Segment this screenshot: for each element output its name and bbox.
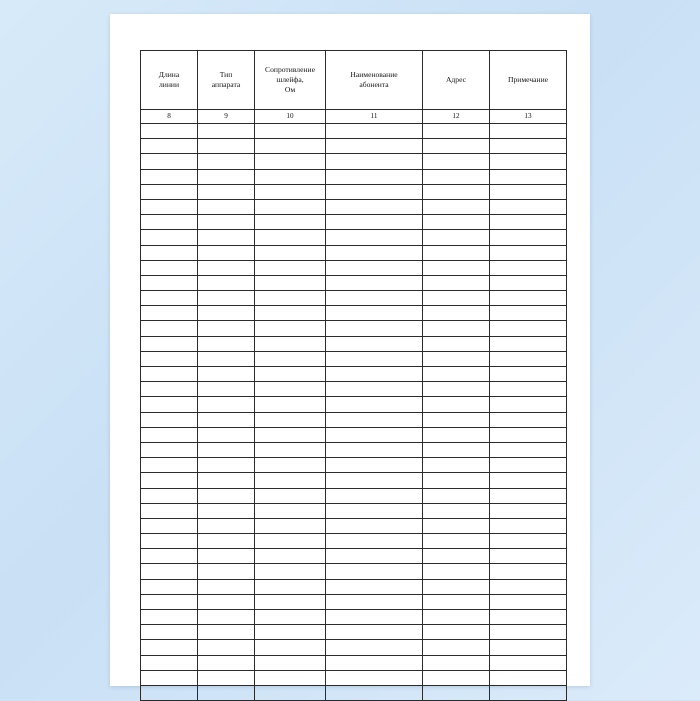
table-cell[interactable]: [490, 685, 567, 700]
table-cell[interactable]: [326, 291, 423, 306]
table-cell[interactable]: [141, 655, 198, 670]
table-cell[interactable]: [326, 442, 423, 457]
table-cell[interactable]: [326, 336, 423, 351]
table-cell[interactable]: [198, 336, 255, 351]
table-cell[interactable]: [198, 291, 255, 306]
table-header-subscriber-name: Наименование абонента: [326, 51, 423, 110]
table-header: [141, 51, 567, 124]
table-cell[interactable]: [198, 610, 255, 625]
table-cell[interactable]: [326, 124, 423, 139]
table-row: [141, 458, 567, 473]
table-cell[interactable]: [255, 124, 326, 139]
table-row: [141, 291, 567, 306]
table-cell[interactable]: [198, 184, 255, 199]
table-cell[interactable]: [423, 245, 490, 260]
table-row: [141, 260, 567, 275]
table-cell[interactable]: [198, 594, 255, 609]
table-cell[interactable]: [141, 139, 198, 154]
table-cell[interactable]: [423, 199, 490, 214]
table-cell[interactable]: [326, 351, 423, 366]
table-cell[interactable]: [490, 549, 567, 564]
table-cell[interactable]: [423, 275, 490, 290]
table-cell[interactable]: [423, 124, 490, 139]
table-cell[interactable]: [423, 518, 490, 533]
table-cell[interactable]: [198, 625, 255, 640]
table-cell[interactable]: [326, 625, 423, 640]
table-cell[interactable]: [141, 124, 198, 139]
table-header-notes: Примечание: [490, 51, 567, 110]
table-cell[interactable]: [198, 382, 255, 397]
table-cell[interactable]: [423, 184, 490, 199]
table-cell[interactable]: [141, 412, 198, 427]
column-number-cell: 13: [490, 110, 567, 124]
table-cell[interactable]: [326, 685, 423, 700]
table-cell[interactable]: [141, 488, 198, 503]
table-row: [141, 503, 567, 518]
table-cell[interactable]: [198, 640, 255, 655]
table-cell[interactable]: [255, 518, 326, 533]
records-table: [140, 50, 567, 701]
table-cell[interactable]: [490, 124, 567, 139]
table-cell[interactable]: [255, 169, 326, 184]
table-cell[interactable]: [490, 397, 567, 412]
table-cell[interactable]: [255, 154, 326, 169]
table-cell[interactable]: [198, 275, 255, 290]
table-cell[interactable]: [490, 382, 567, 397]
table-cell[interactable]: [141, 184, 198, 199]
table-cell[interactable]: [141, 321, 198, 336]
table-cell[interactable]: [141, 670, 198, 685]
table-cell[interactable]: [255, 230, 326, 245]
table-row: [141, 169, 567, 184]
table-cell[interactable]: [490, 534, 567, 549]
table-cell[interactable]: [255, 397, 326, 412]
table-cell[interactable]: [423, 397, 490, 412]
table-cell[interactable]: [255, 215, 326, 230]
table-row: [141, 412, 567, 427]
table-cell[interactable]: [423, 215, 490, 230]
table-cell[interactable]: [141, 640, 198, 655]
table-cell[interactable]: [198, 518, 255, 533]
table-cell[interactable]: [490, 245, 567, 260]
table-row: [141, 625, 567, 640]
table-row: [141, 670, 567, 685]
table-cell[interactable]: [255, 321, 326, 336]
table-cell[interactable]: [490, 154, 567, 169]
table-cell[interactable]: [326, 169, 423, 184]
table-cell[interactable]: [490, 336, 567, 351]
table-cell[interactable]: [198, 685, 255, 700]
table-cell[interactable]: [255, 442, 326, 457]
table-row: [141, 124, 567, 139]
table-cell[interactable]: [423, 473, 490, 488]
table-cell[interactable]: [255, 625, 326, 640]
table-row: [141, 351, 567, 366]
table-cell[interactable]: [141, 594, 198, 609]
table-cell[interactable]: [141, 564, 198, 579]
table-cell[interactable]: [490, 169, 567, 184]
table-cell[interactable]: [490, 518, 567, 533]
table-cell[interactable]: [490, 458, 567, 473]
table-cell[interactable]: [198, 154, 255, 169]
table-cell[interactable]: [326, 473, 423, 488]
table-cell[interactable]: [490, 655, 567, 670]
table-cell[interactable]: [423, 306, 490, 321]
column-number-cell: 11: [326, 110, 423, 124]
table-cell[interactable]: [490, 184, 567, 199]
table-cell[interactable]: [198, 503, 255, 518]
table-cell[interactable]: [490, 488, 567, 503]
table-cell[interactable]: [423, 427, 490, 442]
table-cell[interactable]: [198, 473, 255, 488]
document-page: [110, 14, 590, 686]
table-cell[interactable]: [141, 518, 198, 533]
table-cell[interactable]: [490, 291, 567, 306]
table-cell[interactable]: [326, 610, 423, 625]
table-header-device-type: Тип аппарата: [198, 51, 255, 110]
table-cell[interactable]: [141, 549, 198, 564]
table-cell[interactable]: [490, 215, 567, 230]
table-cell[interactable]: [198, 488, 255, 503]
table-cell[interactable]: [490, 640, 567, 655]
table-cell[interactable]: [326, 245, 423, 260]
table-cell[interactable]: [255, 549, 326, 564]
table-row: [141, 336, 567, 351]
table-cell[interactable]: [255, 367, 326, 382]
table-cell[interactable]: [255, 382, 326, 397]
table-row: [141, 594, 567, 609]
table-cell[interactable]: [490, 427, 567, 442]
table-cell[interactable]: [490, 564, 567, 579]
table-header-loop-resistance: Сопротивление шлейфа, Ом: [255, 51, 326, 110]
table-cell[interactable]: [423, 321, 490, 336]
table-row: [141, 655, 567, 670]
table-cell[interactable]: [198, 442, 255, 457]
table-cell[interactable]: [141, 291, 198, 306]
table-cell[interactable]: [198, 139, 255, 154]
table-cell[interactable]: [141, 367, 198, 382]
table-header-line-length: Длина линии: [141, 51, 198, 110]
table-cell[interactable]: [326, 564, 423, 579]
table-cell[interactable]: [255, 351, 326, 366]
table-cell[interactable]: [423, 260, 490, 275]
table-cell[interactable]: [141, 245, 198, 260]
table-cell[interactable]: [141, 442, 198, 457]
table-cell[interactable]: [423, 230, 490, 245]
table-cell[interactable]: [326, 534, 423, 549]
table-cell[interactable]: [255, 245, 326, 260]
table-cell[interactable]: [490, 367, 567, 382]
table-cell[interactable]: [326, 655, 423, 670]
table-cell[interactable]: [423, 655, 490, 670]
table-cell[interactable]: [423, 625, 490, 640]
table-cell[interactable]: [255, 336, 326, 351]
table-cell[interactable]: [141, 458, 198, 473]
table-row: [141, 534, 567, 549]
table-cell[interactable]: [326, 215, 423, 230]
table-cell[interactable]: [423, 594, 490, 609]
table-row: [141, 564, 567, 579]
table-cell[interactable]: [255, 139, 326, 154]
table-cell[interactable]: [198, 367, 255, 382]
table-row: [141, 549, 567, 564]
table-cell[interactable]: [198, 260, 255, 275]
table-cell[interactable]: [198, 564, 255, 579]
table-cell[interactable]: [326, 458, 423, 473]
table-row: [141, 442, 567, 457]
table-cell[interactable]: [326, 275, 423, 290]
table-row: [141, 139, 567, 154]
table-cell[interactable]: [198, 458, 255, 473]
table-cell[interactable]: [141, 503, 198, 518]
table-cell[interactable]: [255, 306, 326, 321]
table-row: [141, 397, 567, 412]
table-cell[interactable]: [326, 139, 423, 154]
table-cell[interactable]: [490, 473, 567, 488]
table-cell[interactable]: [255, 534, 326, 549]
table-cell[interactable]: [423, 367, 490, 382]
table-cell[interactable]: [198, 124, 255, 139]
table-cell[interactable]: [141, 397, 198, 412]
table-cell[interactable]: [326, 412, 423, 427]
table-cell[interactable]: [141, 534, 198, 549]
table-row: [141, 306, 567, 321]
table-cell[interactable]: [490, 503, 567, 518]
table-cell[interactable]: [326, 199, 423, 214]
table-cell[interactable]: [198, 306, 255, 321]
table-cell[interactable]: [423, 382, 490, 397]
table-cell[interactable]: [326, 594, 423, 609]
table-cell[interactable]: [141, 610, 198, 625]
column-number-cell: 10: [255, 110, 326, 124]
table-cell[interactable]: [255, 291, 326, 306]
table-cell[interactable]: [141, 215, 198, 230]
table-cell[interactable]: [255, 458, 326, 473]
table-cell[interactable]: [255, 564, 326, 579]
table-cell[interactable]: [490, 610, 567, 625]
table-cell[interactable]: [326, 260, 423, 275]
table-cell[interactable]: [423, 336, 490, 351]
table-cell[interactable]: [255, 488, 326, 503]
table-cell[interactable]: [198, 169, 255, 184]
table-cell[interactable]: [490, 412, 567, 427]
table-cell[interactable]: [423, 458, 490, 473]
table-cell[interactable]: [490, 230, 567, 245]
table-cell[interactable]: [141, 154, 198, 169]
table-cell[interactable]: [141, 199, 198, 214]
table-cell[interactable]: [255, 473, 326, 488]
table-cell[interactable]: [141, 382, 198, 397]
table-row: [141, 275, 567, 290]
table-cell[interactable]: [255, 640, 326, 655]
table-header-row: [141, 51, 567, 110]
table-cell[interactable]: [255, 184, 326, 199]
table-cell[interactable]: [198, 351, 255, 366]
table-cell[interactable]: [490, 321, 567, 336]
table-cell[interactable]: [423, 139, 490, 154]
table-cell[interactable]: [198, 427, 255, 442]
table-cell[interactable]: [255, 199, 326, 214]
table-row: [141, 230, 567, 245]
table-cell[interactable]: [326, 670, 423, 685]
table-cell[interactable]: [141, 579, 198, 594]
table-cell[interactable]: [326, 503, 423, 518]
table-row: [141, 382, 567, 397]
table-cell[interactable]: [490, 579, 567, 594]
table-cell[interactable]: [423, 442, 490, 457]
table-cell[interactable]: [141, 275, 198, 290]
table-cell[interactable]: [255, 610, 326, 625]
table-cell[interactable]: [423, 579, 490, 594]
table-cell[interactable]: [423, 351, 490, 366]
column-number-cell: 9: [198, 110, 255, 124]
table-cell[interactable]: [141, 473, 198, 488]
column-number-cell: 12: [423, 110, 490, 124]
table-row: [141, 321, 567, 336]
table-cell[interactable]: [326, 518, 423, 533]
table-cell[interactable]: [326, 382, 423, 397]
table-cell[interactable]: [255, 275, 326, 290]
table-row: [141, 245, 567, 260]
table-cell[interactable]: [198, 579, 255, 594]
table-cell[interactable]: [423, 640, 490, 655]
table-cell[interactable]: [255, 685, 326, 700]
table-cell[interactable]: [326, 367, 423, 382]
table-cell[interactable]: [198, 412, 255, 427]
table-row: [141, 427, 567, 442]
table-cell[interactable]: [326, 184, 423, 199]
table-cell[interactable]: [326, 230, 423, 245]
table-cell[interactable]: [255, 427, 326, 442]
table-row: [141, 473, 567, 488]
table-cell[interactable]: [326, 488, 423, 503]
table-cell[interactable]: [490, 594, 567, 609]
table-cell[interactable]: [326, 579, 423, 594]
table-header-address: Адрес: [423, 51, 490, 110]
table-row: [141, 518, 567, 533]
table-cell[interactable]: [141, 625, 198, 640]
table-cell[interactable]: [198, 534, 255, 549]
table-cell[interactable]: [423, 488, 490, 503]
table-cell[interactable]: [141, 351, 198, 366]
table-cell[interactable]: [423, 610, 490, 625]
table-cell[interactable]: [326, 154, 423, 169]
table-cell[interactable]: [490, 275, 567, 290]
table-cell[interactable]: [141, 169, 198, 184]
table-cell[interactable]: [423, 503, 490, 518]
table-cell[interactable]: [326, 427, 423, 442]
table-cell[interactable]: [141, 336, 198, 351]
table-cell[interactable]: [423, 291, 490, 306]
table-cell[interactable]: [490, 306, 567, 321]
table-cell[interactable]: [141, 427, 198, 442]
table-cell[interactable]: [326, 306, 423, 321]
table-cell[interactable]: [255, 503, 326, 518]
table-cell[interactable]: [141, 260, 198, 275]
table-row: [141, 640, 567, 655]
table-row: [141, 610, 567, 625]
table-cell[interactable]: [490, 199, 567, 214]
table-row: [141, 154, 567, 169]
table-cell[interactable]: [326, 397, 423, 412]
table-cell[interactable]: [423, 154, 490, 169]
table-cell[interactable]: [198, 670, 255, 685]
table-row: [141, 367, 567, 382]
table-cell[interactable]: [255, 579, 326, 594]
table-cell[interactable]: [198, 199, 255, 214]
table-cell[interactable]: [255, 594, 326, 609]
table-body: [141, 124, 567, 701]
table-cell[interactable]: [255, 670, 326, 685]
table-cell[interactable]: [423, 549, 490, 564]
table-cell[interactable]: [141, 306, 198, 321]
table-row: [141, 199, 567, 214]
table-cell[interactable]: [198, 321, 255, 336]
table-cell[interactable]: [326, 549, 423, 564]
table-cell[interactable]: [198, 215, 255, 230]
table-cell[interactable]: [198, 230, 255, 245]
table-row: [141, 685, 567, 700]
table-cell[interactable]: [198, 245, 255, 260]
table-cell[interactable]: [255, 260, 326, 275]
table-row: [141, 579, 567, 594]
table-cell[interactable]: [490, 260, 567, 275]
table-cell[interactable]: [255, 655, 326, 670]
column-number-cell: 8: [141, 110, 198, 124]
table-cell[interactable]: [490, 351, 567, 366]
table-cell[interactable]: [423, 534, 490, 549]
table-cell[interactable]: [326, 640, 423, 655]
table-cell[interactable]: [423, 169, 490, 184]
table-row: [141, 215, 567, 230]
table-cell[interactable]: [198, 655, 255, 670]
table-cell[interactable]: [423, 564, 490, 579]
table-cell[interactable]: [255, 412, 326, 427]
table-cell[interactable]: [198, 549, 255, 564]
table-cell[interactable]: [490, 442, 567, 457]
table-cell[interactable]: [490, 139, 567, 154]
table-cell[interactable]: [326, 321, 423, 336]
table-cell[interactable]: [141, 685, 198, 700]
table-cell[interactable]: [198, 397, 255, 412]
table-cell[interactable]: [141, 230, 198, 245]
table-row: [141, 184, 567, 199]
table-cell[interactable]: [423, 412, 490, 427]
table-row: [141, 488, 567, 503]
table-cell[interactable]: [490, 670, 567, 685]
table-cell[interactable]: [423, 685, 490, 700]
table-cell[interactable]: [423, 670, 490, 685]
table-cell[interactable]: [490, 625, 567, 640]
table-column-number-row: [141, 110, 567, 124]
